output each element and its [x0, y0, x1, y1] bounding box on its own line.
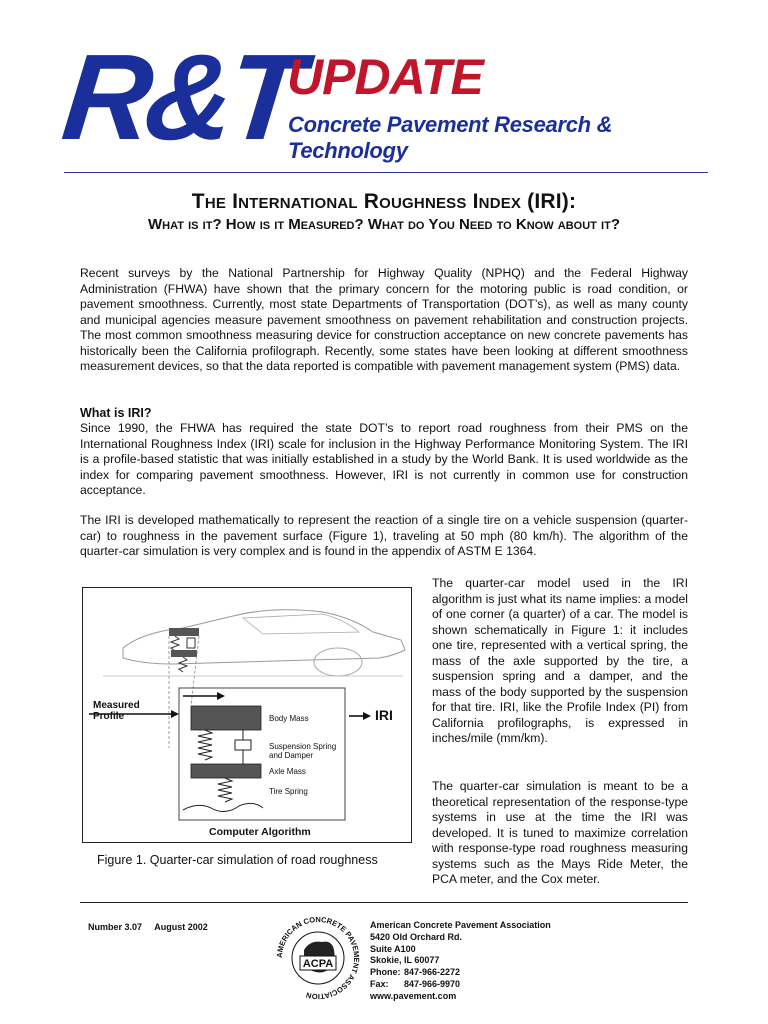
contact-address	[370, 920, 551, 1003]
measured-profile-label: Measured Profile	[93, 700, 140, 722]
website-link[interactable]: www.pavement.com	[370, 990, 457, 1001]
fax-line: Fax: 847-966-9970	[370, 978, 461, 989]
phone-line: Phone: 847-966-2272	[370, 967, 461, 978]
section-heading: What is IRI?	[80, 406, 152, 420]
quarter-car-figure	[82, 587, 412, 843]
masthead	[56, 29, 724, 176]
suspension-label: Suspension Spring and Damper	[269, 742, 337, 760]
page-title: The International Roughness Index (IRI):	[191, 190, 577, 213]
footer-rule	[80, 902, 688, 903]
computer-algorithm-label: Computer Algorithm	[209, 826, 311, 838]
logo-update: UPDATE	[287, 49, 483, 105]
acpa-seal-logo	[270, 910, 366, 1006]
issue-number: Number 3.07	[88, 922, 143, 932]
logo-rt: R&T	[56, 29, 304, 165]
figure-caption: Figure 1. Quarter-car simulation of road roughness	[97, 853, 378, 867]
logo-subtitle: Concrete Pavement Research & Technology	[288, 112, 613, 163]
column-paragraph-2: The quarter-car simulation is meant to be a theoretical representation of the response-type systems in use at the time the IRI was developed. It is tuned to maximize correlation with response-type road roughness measuring systems such as the Mays Ride Meter, the PCA meter, and the Cox meter.	[432, 779, 688, 886]
iri-output-label: IRI	[375, 707, 393, 723]
axle-mass-label: Axle Mass	[269, 767, 306, 776]
suite: Suite A100	[370, 943, 416, 954]
masthead-rule	[64, 172, 708, 173]
seal-letters: ACPA	[302, 958, 334, 970]
org-name: American Concrete Pavement Association	[370, 920, 551, 930]
city: Skokie, IL 60077	[370, 955, 440, 966]
intro-paragraph: Recent surveys by the National Partnership for Highway Quality (NPHQ) and the Federal Highway Administration (FHWA) have shown that the primary concern for the motoring public is road condition, or pavement smoothness. Currently, most state Departments of Transportation (DOT’s), as well as many county and municipal agencies measure pavement smoothness on pavement rehabilitation and construction projects. The most common smoothness measuring device for construction acceptance on new concrete pavements has historically been the California profilograph. Recently, some states have been looking at different smoothness measurement devices, so that the data reported is compatible with pavement management system (PMS) data.	[80, 266, 688, 373]
page-subtitle: What is it? How is it Measured? What do You Need to Know about it?	[148, 216, 620, 233]
street-address: 5420 Old Orchard Rd.	[370, 931, 463, 942]
section-paragraph-1: Since 1990, the FHWA has required the state DOT’s to report road roughness from their PMS on the International Roughness Index (IRI) scale for inclusion in the Highway Performance Monitoring System. The IRI is a profile-based statistic that was initially established in a study by the World Bank. It is used worldwide as the index for comparing pavement smoothness. However, IRI is not currently in common use for construction acceptance.	[80, 421, 688, 497]
phone-number: 847-966-2272	[404, 967, 461, 978]
issue-info	[88, 922, 218, 932]
column-paragraph-1: The quarter-car model used in the IRI algorithm is just what its name implies: a model of one corner (a quarter) of a car. The model is shown schematically in Figure 1: it includes one tire, represented with a vertical spring, the mass of the axle supported by the tire, a suspension spring and a damper, and the mass of the body supported by the suspension for that tire. IRI, like the Profile Index (PI) from California profilographs, is expressed in inches/mile (mm/km).	[432, 576, 688, 745]
issue-date: August 2002	[154, 922, 208, 932]
seal-ring-text: AMERICAN CONCRETE PAVEMENT ASSOCIATION	[274, 914, 362, 1002]
body-mass-label: Body Mass	[269, 714, 309, 723]
section-paragraph-2: The IRI is developed mathematically to represent the reaction of a single tire on a vehicle suspension (quarter-car) to roughness in the pavement surface (Figure 1), traveling at 50 mph (80 km/h). The algorithm of the quarter-car simulation is very complex and is found in the appendix of ASTM E 1364.	[80, 513, 688, 558]
fax-number: 847-966-9970	[404, 978, 461, 989]
tire-spring-label: Tire Spring	[269, 787, 308, 796]
